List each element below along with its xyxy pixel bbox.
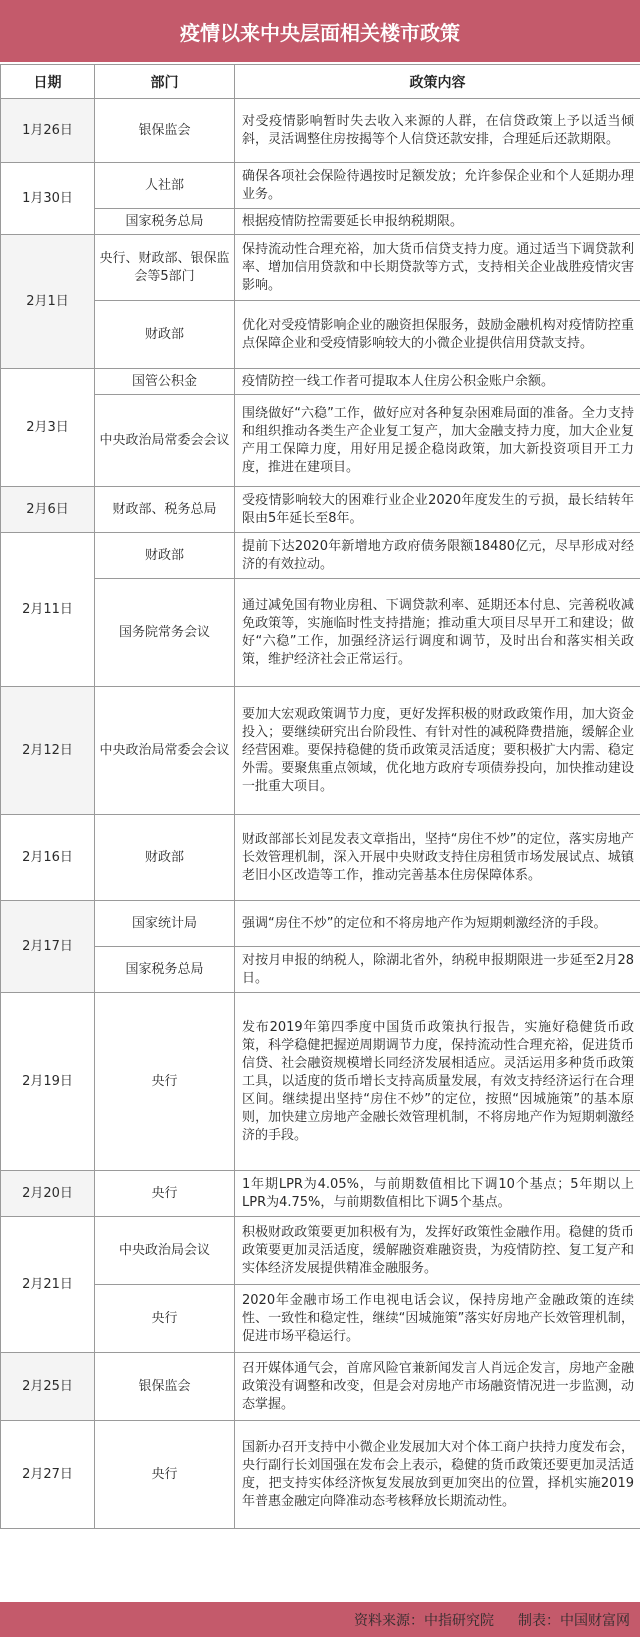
content-cell: 根据疫情防控需要延长申报纳税期限。 bbox=[235, 209, 640, 235]
table-row bbox=[1, 1353, 640, 1421]
date-cell: 2月12日 bbox=[1, 687, 95, 815]
content-cell: 受疫情影响较大的困难行业企业2020年度发生的亏损，最长结转年限由5年延长至8年。 bbox=[235, 487, 640, 533]
date-cell: 2月16日 bbox=[1, 815, 95, 901]
content-cell: 1年期LPR为4.05%，与前期数值相比下调10个基点；5年期以上LPR为4.75%，与前期数值相比下调5个基点。 bbox=[235, 1171, 640, 1217]
dept-cell: 财政部 bbox=[95, 533, 235, 579]
dept-cell: 银保监会 bbox=[95, 1353, 235, 1421]
table-row bbox=[1, 395, 640, 487]
maker-credit: 制表：中国财富网 bbox=[518, 1612, 630, 1629]
dept-cell: 财政部、税务总局 bbox=[95, 487, 235, 533]
content-cell: 召开媒体通气会，首席风险官兼新闻发言人肖远企发言，房地产金融政策没有调整和改变，但是会对房地产市场融资情况进一步监测，动态掌握。 bbox=[235, 1353, 640, 1421]
dept-cell: 国家税务总局 bbox=[95, 947, 235, 993]
footer bbox=[0, 1602, 640, 1637]
table-row bbox=[1, 301, 640, 369]
dept-cell: 财政部 bbox=[95, 301, 235, 369]
dept-cell: 国家税务总局 bbox=[95, 209, 235, 235]
policy-table bbox=[0, 64, 640, 1529]
table-row bbox=[1, 579, 640, 687]
table-row bbox=[1, 369, 640, 395]
date-cell: 2月11日 bbox=[1, 533, 95, 687]
table-row bbox=[1, 533, 640, 579]
dept-cell: 央行 bbox=[95, 1421, 235, 1529]
dept-cell: 国务院常务会议 bbox=[95, 579, 235, 687]
date-cell: 2月19日 bbox=[1, 993, 95, 1171]
content-cell: 保持流动性合理充裕，加大货币信贷支持力度。通过适当下调贷款利率、增加信用贷款和中长期贷款等方式，支持相关企业战胜疫情灾害影响。 bbox=[235, 235, 640, 301]
content-cell: 疫情防控一线工作者可提取本人住房公积金账户余额。 bbox=[235, 369, 640, 395]
header-date: 日期 bbox=[1, 65, 95, 99]
content-cell: 2020年金融市场工作电视电话会议，保持房地产金融政策的连续性、一致性和稳定性，继续“因城施策”落实好房地产长效管理机制，促进市场平稳运行。 bbox=[235, 1285, 640, 1353]
content-cell: 国新办召开支持中小微企业发展加大对个体工商户扶持力度发布会，央行副行长刘国强在发布会上表示，稳健的货币政策还要更加灵活适度，把支持实体经济恢复发展放到更加突出的位置，择机实施2019年普惠金融定向降准动态考核释放长期流动性。 bbox=[235, 1421, 640, 1529]
table-title: 疫情以来中央层面相关楼市政策 bbox=[0, 0, 640, 62]
content-cell: 财政部部长刘昆发表文章指出，坚持“房住不炒”的定位，落实房地产长效管理机制，深入开展中央财政支持住房租赁市场发展试点、城镇老旧小区改造等工作，推动完善基本住房保障体系。 bbox=[235, 815, 640, 901]
table-row bbox=[1, 815, 640, 901]
table-row bbox=[1, 1285, 640, 1353]
date-cell: 2月27日 bbox=[1, 1421, 95, 1529]
content-cell: 优化对受疫情影响企业的融资担保服务，鼓励金融机构对疫情防控重点保障企业和受疫情影响较大的小微企业提供信用贷款支持。 bbox=[235, 301, 640, 369]
table-row bbox=[1, 99, 640, 163]
content-cell: 确保各项社会保险待遇按时足额发放；允许参保企业和个人延期办理业务。 bbox=[235, 163, 640, 209]
dept-cell: 国管公积金 bbox=[95, 369, 235, 395]
dept-cell: 中央政治局会议 bbox=[95, 1217, 235, 1285]
date-cell: 2月6日 bbox=[1, 487, 95, 533]
content-cell: 提前下达2020年新增地方政府债务限额18480亿元，尽早形成对经济的有效拉动。 bbox=[235, 533, 640, 579]
table-row bbox=[1, 687, 640, 815]
table-row bbox=[1, 209, 640, 235]
dept-cell: 央行 bbox=[95, 993, 235, 1171]
dept-cell: 国家统计局 bbox=[95, 901, 235, 947]
date-cell: 2月3日 bbox=[1, 369, 95, 487]
dept-cell: 财政部 bbox=[95, 815, 235, 901]
content-cell: 对受疫情影响暂时失去收入来源的人群，在信贷政策上予以适当倾斜，灵活调整住房按揭等个人信贷还款安排，合理延后还款期限。 bbox=[235, 99, 640, 163]
content-cell: 围绕做好“六稳”工作，做好应对各种复杂困难局面的准备。全力支持和组织推动各类生产企业复工复产，加大金融支持力度，加大企业复产用工保障力度，用好用足援企稳岗政策，加大新投资项目开工力度，推进在建项目。 bbox=[235, 395, 640, 487]
date-cell: 2月25日 bbox=[1, 1353, 95, 1421]
dept-cell: 银保监会 bbox=[95, 99, 235, 163]
header-row bbox=[1, 65, 640, 99]
source-credit: 资料来源：中指研究院 bbox=[354, 1612, 494, 1629]
content-cell: 要加大宏观政策调节力度，更好发挥积极的财政政策作用，加大资金投入；要继续研究出台阶段性、有针对性的减税降费措施，缓解企业经营困难。要保持稳健的货币政策灵活适度；要积极扩大内需、稳定外需。要聚焦重点领域，优化地方政府专项债券投向，加快推动建设一批重大项目。 bbox=[235, 687, 640, 815]
table-row bbox=[1, 1421, 640, 1529]
dept-cell: 人社部 bbox=[95, 163, 235, 209]
table-row bbox=[1, 235, 640, 301]
header-dept: 部门 bbox=[95, 65, 235, 99]
table-row bbox=[1, 901, 640, 947]
date-cell: 2月20日 bbox=[1, 1171, 95, 1217]
content-cell: 发布2019年第四季度中国货币政策执行报告，实施好稳健货币政策，科学稳健把握逆周期调节力度，保持流动性合理充裕，促进货币信贷、社会融资规模增长同经济发展相适应。灵活运用多种货币政策工具，以适度的货币增长支持高质量发展，有效支持经济运行在合理区间。继续提出坚持“房住不炒”的定位，按照“因城施策”的基本原则，加快建立房地产金融长效管理机制，不将房地产作为短期刺激经济的手段。 bbox=[235, 993, 640, 1171]
table-row bbox=[1, 1171, 640, 1217]
table-row bbox=[1, 487, 640, 533]
dept-cell: 央行、财政部、银保监会等5部门 bbox=[95, 235, 235, 301]
dept-cell: 中央政治局常委会会议 bbox=[95, 395, 235, 487]
dept-cell: 央行 bbox=[95, 1171, 235, 1217]
date-cell: 2月17日 bbox=[1, 901, 95, 993]
header-content: 政策内容 bbox=[235, 65, 640, 99]
dept-cell: 央行 bbox=[95, 1285, 235, 1353]
content-cell: 通过减免国有物业房租、下调贷款利率、延期还本付息、完善税收减免政策等，实施临时性支持措施；推动重大项目尽早开工和建设；做好“六稳”工作，加强经济运行调度和调节，及时出台和落实相关政策，维护经济社会正常运行。 bbox=[235, 579, 640, 687]
content-cell: 对按月申报的纳税人，除湖北省外，纳税申报期限进一步延至2月28日。 bbox=[235, 947, 640, 993]
table-row bbox=[1, 947, 640, 993]
table-row bbox=[1, 1217, 640, 1285]
table-row bbox=[1, 993, 640, 1171]
content-cell: 强调“房住不炒”的定位和不将房地产作为短期刺激经济的手段。 bbox=[235, 901, 640, 947]
content-cell: 积极财政政策要更加积极有为，发挥好政策性金融作用。稳健的货币政策要更加灵活适度，缓解融资难融资贵，为疫情防控、复工复产和实体经济发展提供精准金融服务。 bbox=[235, 1217, 640, 1285]
dept-cell: 中央政治局常委会会议 bbox=[95, 687, 235, 815]
date-cell: 1月30日 bbox=[1, 163, 95, 235]
date-cell: 2月1日 bbox=[1, 235, 95, 369]
table-row bbox=[1, 163, 640, 209]
date-cell: 1月26日 bbox=[1, 99, 95, 163]
date-cell: 2月21日 bbox=[1, 1217, 95, 1353]
